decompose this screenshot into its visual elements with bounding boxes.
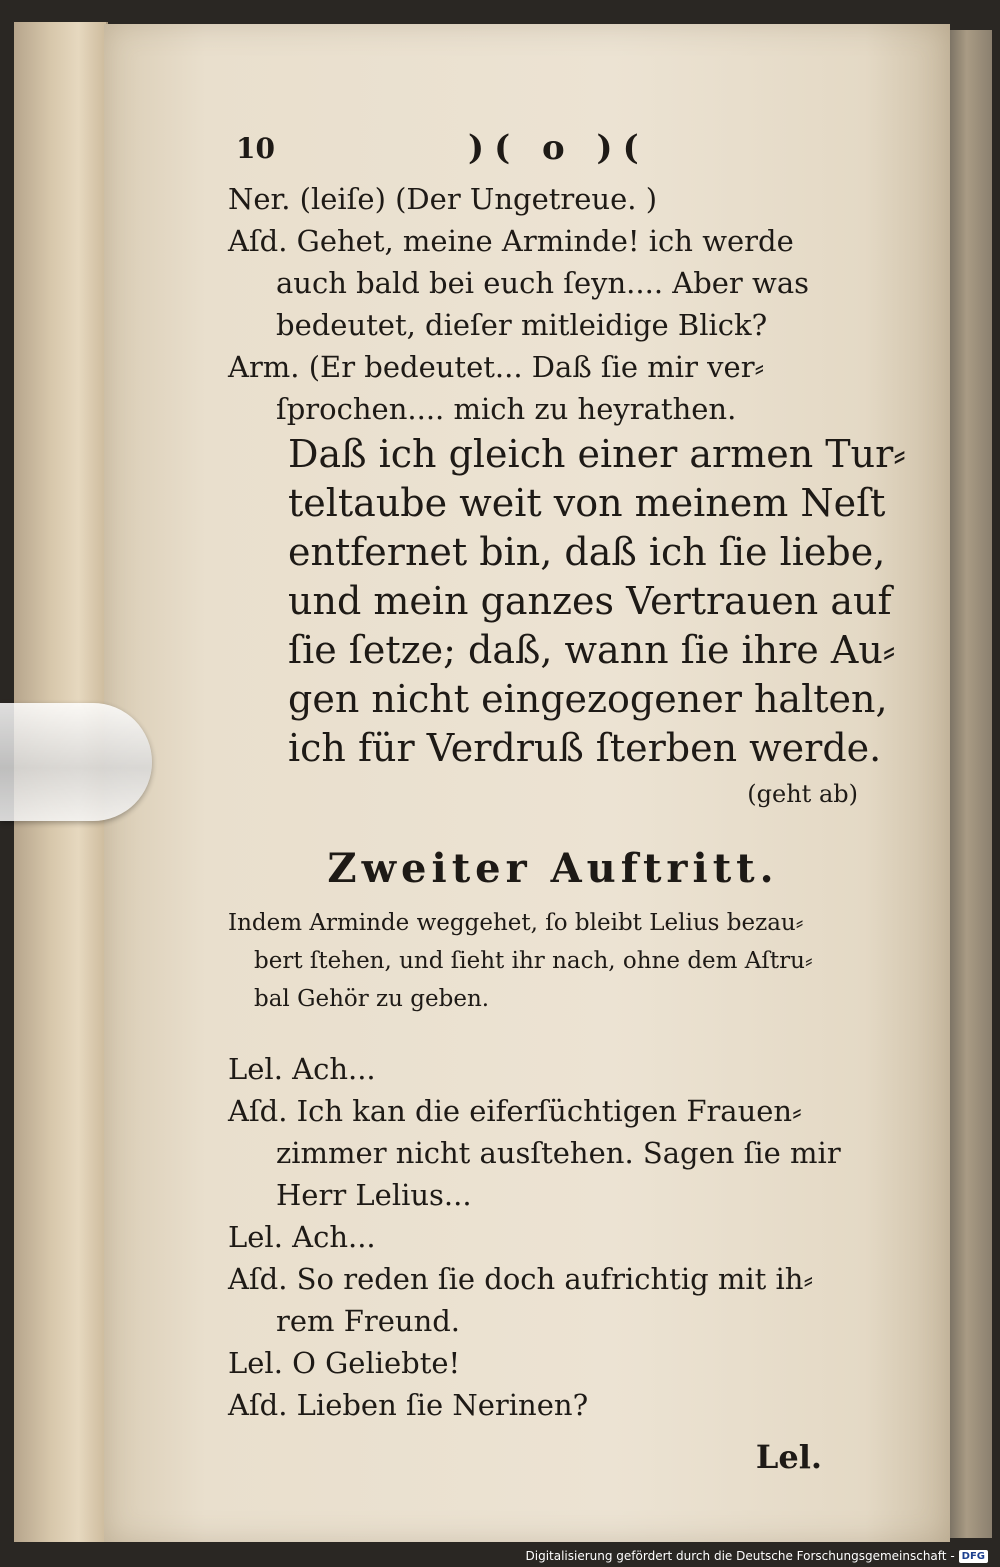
verse-line: gen nicht eingezogener halten, — [288, 677, 888, 721]
text-line: Arm. (Er bedeutet... Daß ſie mir ver⸗ — [228, 350, 765, 384]
stage-direction-line: bal Gehör zu geben. — [254, 986, 490, 1012]
dialogue-line: Lel. Ach... — [228, 1052, 376, 1086]
verse-line: ſie ſetze; daß, wann ſie ihre Au⸗ — [288, 628, 896, 672]
dialogue-line: Lel. Ach... — [228, 1220, 376, 1254]
exit-note: (geht ab) — [747, 780, 858, 808]
dialogue-line: Aſd. So reden ſie doch aufrichtig mit ih⸗ — [228, 1262, 814, 1296]
dialogue-line: Herr Lelius... — [276, 1178, 472, 1212]
text-line: bedeutet, dieſer mitleidige Blick? — [276, 308, 768, 342]
page-clip — [0, 703, 152, 821]
page-text — [228, 128, 906, 1476]
verse-line: teltaube weit von meinem Neſt — [288, 481, 886, 525]
text-line: ſprochen.... mich zu heyrathen. — [276, 392, 737, 426]
verse-line: entfernet bin, daß ich ſie liebe, — [288, 530, 886, 574]
text-line: Aſd. Gehet, meine Arminde! ich werde — [228, 224, 794, 258]
page-header — [228, 128, 878, 178]
dialogue-line: Aſd. Lieben ſie Nerinen? — [228, 1388, 589, 1422]
footer-credit: Digitalisierung gefördert durch die Deutsche Forschungsgemeinschaft - — [525, 1549, 955, 1563]
dialogue-line: Lel. O Geliebte! — [228, 1346, 461, 1380]
verse-line: ich für Verdruß ſterben werde. — [288, 726, 882, 770]
verse-line: Daß ich gleich einer armen Tur⸗ — [288, 432, 906, 476]
verse-line: und mein ganzes Vertrauen auf — [288, 579, 892, 623]
page-number: 10 — [236, 132, 275, 165]
text-line: auch bald bei euch ſeyn.... Aber was — [276, 266, 810, 300]
text-line: Ner. (leiſe) (Der Ungetreue. ) — [228, 182, 658, 216]
digitization-footer — [526, 1549, 989, 1563]
dfg-logo-icon: DFG — [959, 1550, 988, 1563]
dialogue-line: zimmer nicht ausſtehen. Sagen ſie mir — [276, 1136, 841, 1170]
book-edge-right — [950, 30, 992, 1538]
stage-direction-line: bert ſtehen, und ſieht ihr nach, ohne dem Aſtru⸗ — [254, 948, 813, 974]
dialogue-line: rem Freund. — [276, 1304, 461, 1338]
dialogue-line: Aſd. Ich kan die eiferſüchtigen Frauen⸗ — [228, 1094, 802, 1128]
scene-title: Zweiter Auftritt. — [327, 845, 779, 892]
stage-direction-line: Indem Arminde weggehet, ſo bleibt Lelius bezau⸗ — [228, 910, 804, 936]
catchword: Lel. — [755, 1438, 822, 1476]
header-ornament: )( o )( — [468, 128, 649, 168]
spacer — [228, 1018, 878, 1048]
